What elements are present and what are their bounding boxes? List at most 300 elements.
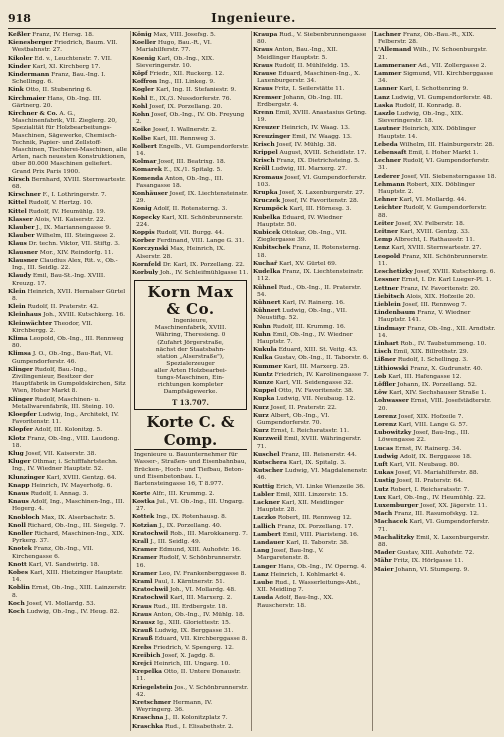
directory-entry [8,216,128,224]
entry-surname: Kühnert [253,298,281,306]
column-1 [8,31,128,731]
entry-details: Otto, II. Untere Donaustr. 11. [136,669,241,683]
entry-details: J., III. Seidlg. 49. [148,539,201,546]
entry-details: Otto, II. Stubenring 6. [23,87,92,94]
entry-surname: Lubowitzky [374,429,412,437]
directory-entry [374,62,497,70]
entry-surname: Lackner [253,498,280,506]
entry-details: Rud., I. Elisabethstr. 2. [163,723,234,730]
directory-entry [132,175,249,190]
entry-surname: Lehner [374,196,398,204]
directory-entry [374,293,497,301]
entry-surname: Lautner [374,125,401,133]
entry-details: Ludwig, VI. Gumpendorferstr. 48. [389,94,493,101]
entry-surname: Kornfeld [132,260,161,268]
directory-entry [8,426,128,434]
entry-surname: Knobloch [8,513,40,521]
entry-surname: Kummer [253,362,282,370]
entry-surname: Klopfer [8,426,33,434]
entry-details: Rob., III. Marokkanerg. 7. [168,530,248,537]
directory-entry [8,530,128,545]
directory-entry [132,111,249,126]
directory-entry [132,522,249,530]
directory-entry [374,276,497,284]
directory-entry [253,354,370,362]
directory-entry [132,269,249,277]
directory-entry [374,244,497,252]
directory-entry [132,723,249,731]
entry-details: Gustav, XIII. Auhofstr. 72. [395,550,475,557]
entry-surname: Lanz [374,93,390,101]
directory-entry [132,513,249,521]
directory-entry [253,229,370,244]
entry-surname: Labler [253,490,275,498]
directory-entry [8,31,128,39]
entry-details: Karl, XI. Kirchberg 17. [30,63,101,70]
ad-line: Ingenieure u. Bauunternehmer für Wasser-, Straßen- und Eisenbahnbau, Brücken-, Hoch- und Tiefbau, Beton- und Eisenbetonbau. I., Bartensteingasse 16, T 8.977. [134,452,247,487]
directory-entry [374,181,497,196]
entry-surname: Linhart [374,339,399,347]
directory-entry [374,70,497,85]
entry-surname: Lißner [374,356,396,364]
directory-entry [374,397,497,412]
entry-details: Emil, IV. Waagg. 13. [290,133,352,140]
entry-details: Hugo, Bau.-R., VI. Mariahilferstr. 77. [136,40,212,54]
directory-entry [132,578,249,586]
directory-entry [132,143,249,158]
entry-surname: Klaudy [8,272,31,280]
directory-entry [253,124,370,132]
entry-surname: Krippel [253,149,278,157]
directory-entry [132,699,249,714]
entry-surname: Klasser [8,215,33,223]
entry-surname: Maier [374,565,394,573]
entry-details: Wilhelm, III. Hainburgerstr. 28. [397,141,494,148]
directory-entry [8,335,128,350]
directory-entry [8,208,128,216]
directory-entry [8,288,128,303]
entry-surname: Kobes [8,569,29,577]
entry-surname: Lutz [374,485,389,493]
entry-surname: Lisch [374,348,392,356]
entry-details: Wilhelm, III. Steingasse 2. [34,233,116,240]
directory-entry [8,396,128,411]
entry-surname: Koch [8,599,25,607]
ad-line: aller Arten Holzbearbei- [154,367,227,374]
directory-entry [132,660,249,668]
entry-details: Franz, Ob.-Bau.-R., XIX. Felberstr. 28. [378,32,475,46]
directory-entry [253,70,370,85]
entry-details: J., II. Kolonitzplatz 7. [163,715,228,722]
entry-details: Anton, Bau.-Ing., XII. Meidlinger Hauptstr. 5. [257,47,338,61]
directory-entry [253,395,370,403]
entry-surname: Kirchmaier [8,94,46,102]
directory-entry [374,421,497,429]
entry-details: Hermann, IV. Weyringerg. 36. [136,700,213,714]
entry-details: Robert, I. Reichsratsstr. 7. [388,486,470,493]
entry-surname: Kirchner & Co. [8,110,58,118]
entry-details: Bernhard, XVIII. Sternwartestr. 68. [12,176,126,191]
entry-surname: Leopold [374,252,401,260]
entry-details: Emil, X. Laxenburgerstr. 88. [378,534,490,548]
directory-entry [374,110,497,125]
entry-surname: Krausz [132,619,155,627]
directory-entry [374,356,497,364]
entry-surname: Krall [132,538,149,546]
entry-details: Josef, X. Jagdg. 8. [160,652,215,659]
entry-details: Franz, XII. Schönbrunnerstr. 11. [378,253,488,267]
entry-details: Rudolf, II. Konradg. 8. [393,102,462,109]
directory-entry [374,518,497,533]
directory-entry [253,379,370,387]
column-2-top [132,31,249,277]
entry-details: Emil, XVIII. Währingerstr. 71. [257,436,362,450]
entry-surname: Mähr [374,557,392,565]
entry-details: Friedrich, Baum. VII. Westbahnstr. 27. [12,40,118,54]
directory-entry [374,494,497,502]
entry-surname: Kreuzinger [253,132,291,140]
entry-details: Karl, XII. Schönbrunnerstr. 224. [136,214,243,228]
directory-entry [8,608,128,616]
header-rule [8,28,496,29]
entry-details: Karl, XVIII. Gentzg. 64. [44,474,117,481]
entry-details: Franz, IV. Favoritenstr. 20. [398,285,480,292]
entry-surname: Krumpöck [253,205,288,213]
entry-surname: Kohn [132,111,150,119]
entry-details: Karl, VIII. Lange G. 57. [396,421,468,428]
entry-details: Hans, Ob.-Ing., IV. Operng. 4. [276,563,367,570]
entry-surname: Lemp [374,236,393,244]
directory-entry [132,668,249,683]
entry-details: Albrecht, I. Rathausstr. 11. [392,237,475,244]
entry-surname: Krisch [253,140,275,148]
entry-surname: Kraml [132,578,153,586]
entry-details: A. G., Maschinenfabrik, VII. Zieglerg. 20, Spezialität für Holzbearbeitungs-Maschinen, Sägewerke, Chemisch-Technik, Papier- und Zellstoff-Maschinen, Tischlerei-Maschinen, alle Arten, nach neuesten Konstruktionen, über 80.000 Maschinen geliefert. Grand Prix Paris 1900. [12,111,127,175]
directory-entry [374,149,497,157]
ad-line: station „Alserstraße"), [157,353,224,360]
entry-surname: Lanner [374,85,398,93]
directory-entry [374,373,497,381]
directory-entry [374,534,497,549]
directory-entry [374,196,497,204]
directory-entry [374,389,497,397]
entry-details: Josef, III. Rennweg 7. [400,301,467,308]
entry-details: Engelb., VI. Gumpendorferstr. 14. [136,143,249,158]
entry-surname: Lux [374,493,386,501]
directory-entry [132,603,249,611]
entry-surname: Löffler [374,380,396,388]
entry-details: Ludwig, IX. Berggasse 31. [152,628,234,635]
entry-details: Franz, Ob.-Ing., VII. Kirchengasse 6. [12,546,94,560]
entry-surname: Kinder [8,62,31,70]
entry-surname: Laska [374,101,394,109]
entry-details: Ludwig, Ob.-Ing., VII. Neustiftg. 52. [257,308,347,322]
entry-surname: Lindmayr [374,324,406,332]
directory-entry [374,549,497,557]
directory-entry [8,522,128,530]
entry-surname: Kuschel [253,450,280,458]
entry-surname: Kuchař [253,259,278,267]
entry-details: Richard, Ob.-Ing., III. Siegelg. 7. [25,522,126,529]
entry-details: Karl, III. Marxerg. 2. [168,595,233,602]
entry-surname: Kukula [253,346,277,354]
entry-details: Rudolf, I. Schellingg. 3. [396,357,469,364]
directory-entry [374,253,497,268]
directory-entry [253,323,370,331]
directory-entry [253,165,370,173]
entry-details: Eduard, Maschinen-Ing., X. Laxenburgerstr. 34. [257,71,361,85]
directory-entry [8,498,128,513]
directory-entry [8,435,128,450]
entry-surname: Lithiowski [374,364,409,372]
entry-surname: Komarek [132,166,162,174]
entry-details: Edmund, XIII. Auhofstr. 16. [157,547,241,554]
entry-details: J., IX. Mariannengasse 9. [34,225,112,232]
entry-surname: Kolbert [132,142,157,150]
entry-surname: Klug [8,449,24,457]
directory-entry [132,619,249,627]
korn-ad-title: Korn Max & Co. [147,283,234,319]
entry-details: Franz, IX. Dietrichsteing. 5. [274,158,360,165]
entry-surname: Lebeda [374,140,398,148]
entry-details: Richard, Maschinen-Ing., XIX. Pyrkerg. 37. [12,531,125,545]
entry-surname: Kretschmer [132,699,171,707]
directory-entry [374,157,497,172]
entry-details: Max, IX. Alserbachstr. 5. [39,514,116,521]
entry-surname: Kottek [132,513,155,521]
entry-surname: Klinger [8,365,33,373]
directory-entry [8,240,128,248]
entry-details: Rudolf, II. Praterstr. 42. [25,304,99,311]
directory-entry [374,220,497,228]
directory-entry [8,224,128,232]
directory-entry [374,502,497,510]
directory-entry [132,652,249,660]
entry-details: Josef, VII. Kaiserstr. 38. [23,450,97,457]
entry-details: Karl, III. Hafengasse 12. [386,373,462,380]
entry-details: Alois, XIX. Hofzeile 20. [404,293,476,300]
entry-details: Joh., VI. Mollardg. 48. [168,587,236,594]
entry-surname: Koch [8,608,25,616]
entry-details: Adolf, IX. Berggasse 18. [397,453,472,460]
entry-details: Franz, Ob.-Ing., VIII. Laudong. 18. [12,435,120,449]
entry-surname: Komenda [132,174,164,182]
korn-advertisement [134,280,247,410]
entry-surname: Knapp [8,481,30,489]
ad-line: Spezialerzeuger [166,360,215,367]
directory-entry [253,491,370,499]
directory-entry [8,320,128,335]
entry-details: Franz, II. Rotensterng. 18. [257,245,361,259]
directory-entry [374,301,497,309]
entry-details: F., I. Lothringerstr. 7. [40,192,107,199]
directory-entry [8,450,128,458]
directory-entry [374,557,497,565]
directory-entry [253,31,370,46]
directory-entry [374,31,497,46]
directory-entry [132,261,249,269]
entry-surname: Löw [374,389,388,397]
directory-entry [253,346,370,354]
entry-surname: Leichter [374,204,402,212]
entry-details: Franz, III. Reisnerstr. 44. [279,451,357,458]
entry-details: Franz, III. Rasumofskyg. 12. [392,511,479,518]
entry-details: Josef, IV. Mühlg. 38. [274,141,337,148]
entry-surname: Klaus [8,240,27,248]
page-number: 918 [8,11,31,25]
entry-surname: Lederer [374,172,400,180]
entry-details: Rudolf, Bau.-Ing., Zivilingenieur, Besitzer der Hauptfabrik in Gumpoldskirchen, Sitz Wien, Hoher Markt 8. [12,366,126,395]
entry-details: Heinrich, I. Kohlmarkt 4. [268,571,346,578]
directory-entry [132,644,249,652]
entry-details: Ludwig, VII. Neubaug. 12. [274,396,356,403]
entry-surname: Kreuzer [253,124,280,132]
entry-surname: Klotz [8,434,26,442]
entry-details: Fritz, IX. Hörlgasse 11. [391,558,464,565]
entry-surname: Kratochwil [132,594,169,602]
entry-surname: Lustig [374,477,395,485]
column-divider [251,31,252,731]
entry-surname: Kreibich [132,651,161,659]
entry-details: Rudolf, Maschinen- u. Metallwarenfabrik, III. Steing. 10. [12,396,115,410]
directory-entry [8,482,128,490]
entry-surname: Kühnel [253,283,277,291]
directory-entry [8,86,128,94]
entry-surname: Kulka [253,354,273,362]
entry-details: Emil, XVIII. Anastasius Grüng. 19. [257,110,367,124]
entry-details: Leopold, Ob.-Ing., III. Rennweg 80. [12,335,124,350]
entry-details: Karl, VI. Sandwirtg. 18. [26,561,100,568]
entry-surname: Laczko [253,514,276,522]
directory-entry [253,149,370,157]
entry-details: Ernst, I. Dr. Karl Lueger-Pl. 1. [399,277,492,284]
entry-surname: Kolbe [132,134,152,142]
ad-line: Dampfsägewerke. [163,389,218,396]
directory-entry [253,331,370,346]
directory-entry [253,539,370,547]
entry-details: Leo, IV. Frankenberggasse 8. [157,570,247,577]
entry-surname: Köpf [132,70,148,78]
ad-line: tungs-Maschinen, Ein- [156,375,225,382]
directory-entry [8,199,128,207]
entry-surname: Kriegelstein [132,683,173,691]
entry-surname: Krause [253,70,277,78]
entry-details: Heinrich, III. Ungarg. 10. [151,661,231,668]
ad-line: Ingenieure, [173,318,208,325]
directory-entry [374,365,497,373]
entry-surname: Lehmann [374,180,405,188]
entry-surname: Kromaus [253,173,283,181]
directory-entry [374,381,497,389]
page-header [8,10,496,26]
entry-details: Adolf, II. Rotensterng. 3. [151,206,228,213]
directory-entry [253,514,370,522]
entry-surname: Krauß [132,627,153,635]
entry-surname: Leiter [374,219,394,227]
entry-surname: Klausner [8,256,38,264]
entry-details: Alfr., III. Krummg. 2. [150,490,215,497]
directory-entry [253,371,370,379]
entry-surname: Knaus [8,498,29,506]
directory-entry [374,566,497,574]
directory-entry [374,268,497,276]
entry-details: Josef, XVIII. Kutschkerg. 6. [412,269,496,276]
directory-entry [374,461,497,469]
directory-entry [253,467,370,482]
directory-entry [8,303,128,311]
directory-entry [374,445,497,453]
entry-surname: Knotek [8,545,32,553]
entry-details: Rudolf, I. Annag. 3. [28,490,89,497]
entry-details: Friedrich, V. Spengerg. 12. [151,644,234,651]
entry-surname: Kindermann [8,71,50,79]
directory-entry [132,611,249,619]
entry-surname: Langer [253,562,277,570]
entry-details: Josef, XX. Jägerstr. 11. [418,502,488,509]
entry-surname: Lettner [374,284,399,292]
directory-entry [8,191,128,199]
entry-details: Josef, IV. Favoritenstr. 28. [280,198,359,205]
entry-details: Josef, Bau-Ing., V. Margaretenstr. 8. [257,548,324,562]
entry-surname: Kraschka [132,722,164,730]
directory-entry [374,173,497,181]
entry-surname: Kuttig [253,482,275,490]
entry-details: Ad., VII. Zollergasse 2. [416,62,487,69]
entry-surname: Kostka [132,498,155,505]
directory-entry [132,554,249,569]
directory-entry [132,39,249,54]
entry-details: Joh., XVIII. Kutschkerg. 16. [41,312,125,319]
entry-surname: Lanz [253,570,269,578]
directory-entry [132,229,249,237]
entry-surname: Luxemburger [374,501,419,509]
directory-entry [253,404,370,412]
entry-details: Heinrich, IV. Mayerhofg. 6. [29,482,113,489]
entry-details: Rud., I. Wasserleitungs-Abt., XII. Meidling 7. [257,580,361,594]
entry-surname: Laszlo [374,110,395,118]
entry-details: Ig., XIII. Gloriettestr. 15. [155,620,231,627]
entry-details: Ernst, I. Reichsratsstr. 11. [268,428,350,435]
entry-details: Jul., VI. Ob.-Ing., III. Ungarg. 27. [136,499,244,513]
entry-details: Josef, Ob.-Ing., IV. Ob. Freyung 2. [136,112,245,126]
directory-entry [8,63,128,71]
directory-entry [253,214,370,229]
entry-surname: Kurz [253,411,269,419]
entry-surname: Kraus [132,610,152,618]
entry-details: Theodor, VII. Kirchbergg. 2. [12,320,93,334]
directory-entry [132,166,249,174]
entry-details: Ludwig, VI. Magdalenenstr. 46. [257,468,368,482]
entry-details: Anton, Ob.-Ing., III. Fasangasse 18. [136,175,224,189]
entry-surname: Krejci [132,660,152,668]
entry-details: J. O., Ob.-Ing., Bau-Rat, VI. Gumpendorferstr. 46. [12,351,113,365]
directory-entry [253,483,370,491]
directory-entry [253,62,370,70]
entry-details: Karl, XIV. Sechshauser Straße 1. [387,390,487,397]
directory-entry [132,55,249,70]
entry-details: Josef, VII. Siebensterngasse 18. [399,173,497,180]
directory-entry [374,102,497,110]
entry-details: Erich, VI. Linke Wienzeile 36. [274,483,365,490]
directory-entry [253,299,370,307]
entry-surname: Krepelka [132,668,162,676]
directory-entry [374,453,497,461]
directory-entry [253,205,370,213]
entry-details: E., IX./3. Nussdorferstr. 76. [147,95,232,102]
entry-surname: L'Allemand [374,46,412,54]
entry-details: August, XVIII. Scheidlstr. 17. [277,150,367,157]
directory-entry [8,600,128,608]
